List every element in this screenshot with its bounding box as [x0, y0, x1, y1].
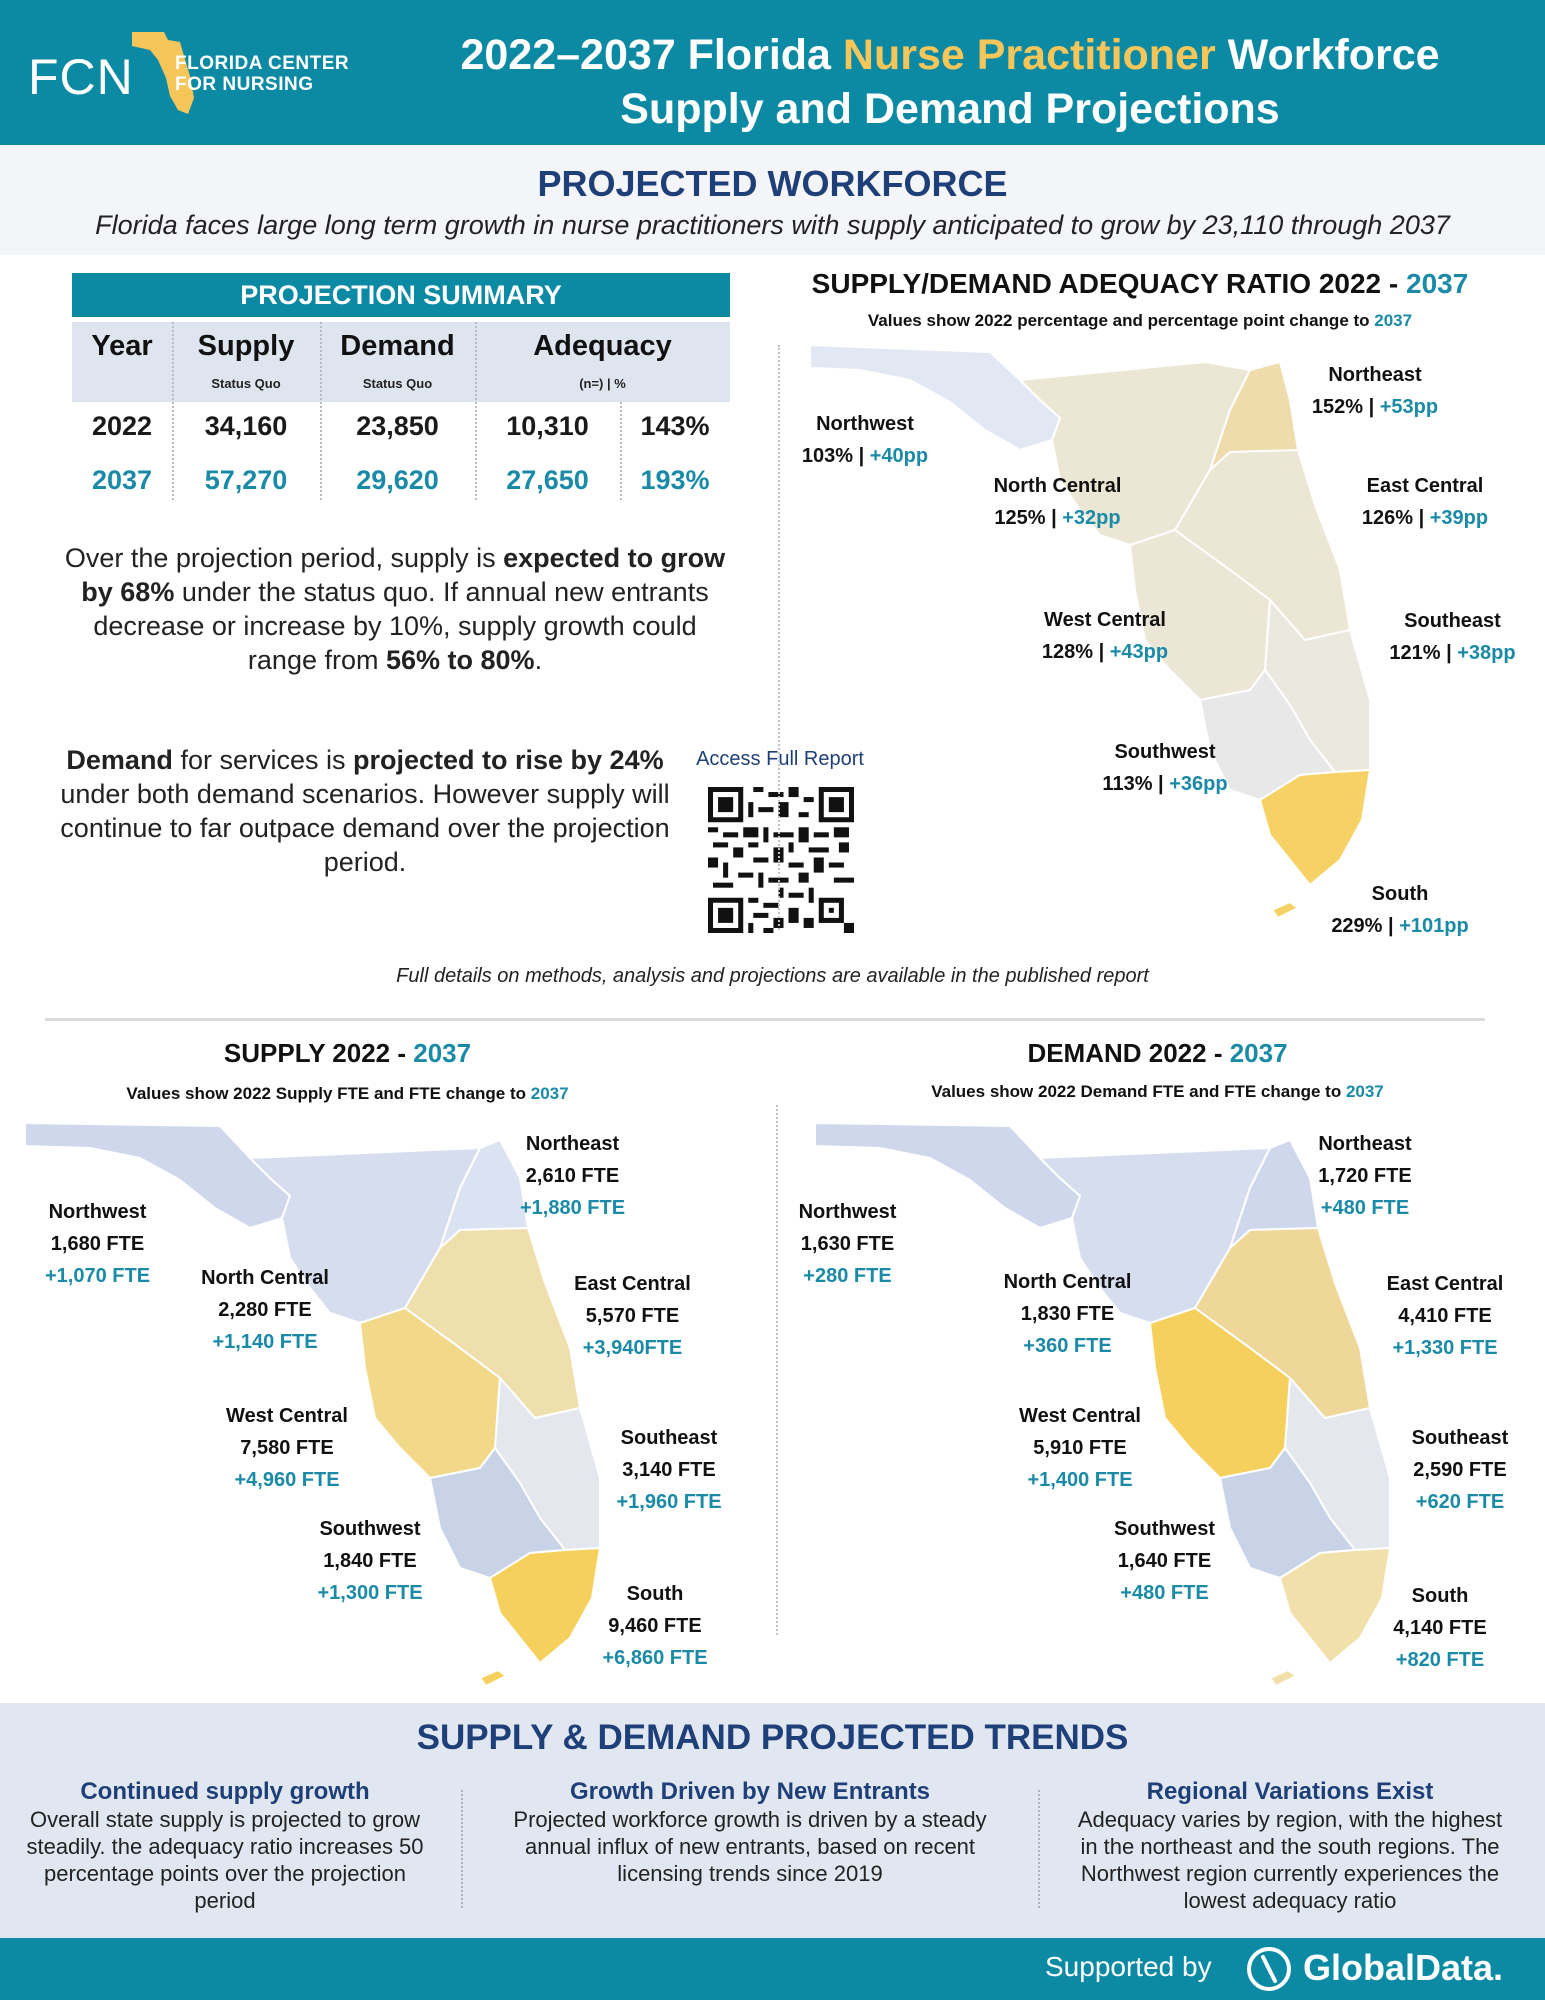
logo-line-2: FOR NURSING	[175, 74, 314, 95]
demand-label-southwest: Southwest 1,640 FTE +480 FTE	[1113, 1518, 1216, 1604]
table-cell: 27,650	[506, 465, 589, 495]
demand-label-south: South 4,140 FTE +820 FTE	[1393, 1585, 1487, 1671]
table-cell: 10,310	[506, 411, 589, 441]
demand-label-east-central: East Central 4,410 FTE +1,330 FTE	[1386, 1273, 1504, 1359]
supply-title: SUPPLY 2022 - 2037	[223, 1038, 472, 1068]
col-year: Year	[91, 330, 153, 362]
adequacy-label-east-central: East Central 126% | +39pp	[1361, 475, 1489, 529]
section-divider	[776, 1105, 778, 1635]
table-cell: 2037	[91, 465, 153, 495]
supply-label-south: South 9,460 FTE +6,860 FTE	[602, 1583, 708, 1669]
trend-heading: Growth Driven by New Entrants	[569, 1778, 931, 1805]
projected-subtitle: Florida faces large long term growth in nurse practitioners with supply anticipated to grow by 23,110 through 2037	[95, 210, 1450, 240]
adequacy-label-northwest: Northwest 103% | +40pp	[801, 413, 929, 467]
col-demand-sub: Status Quo	[362, 376, 433, 391]
trend-body: Overall state supply is projected to grow steadily. the adequacy ratio increases 50 percentage points over the projection period	[26, 1807, 424, 1913]
section-divider	[778, 345, 780, 930]
logo-subtitle	[175, 53, 349, 95]
adequacy-label-northeast: Northeast 152% | +53pp	[1311, 364, 1439, 418]
logo-text: FCN	[28, 49, 134, 105]
col-supply-sub: Status Quo	[211, 376, 281, 391]
col-demand: Demand	[340, 330, 455, 362]
trend-body: Projected workforce growth is driven by a steady annual influx of new entrants, based on recent licensing trends since 2019	[513, 1807, 987, 1886]
qr-label[interactable]: Access Full Report	[696, 748, 864, 770]
col-adequacy: Adequacy	[533, 330, 672, 362]
trends-title: SUPPLY & DEMAND PROJECTED TRENDS	[416, 1718, 1129, 1757]
table-cell: 34,160	[204, 411, 288, 441]
adequacy-label-southwest: Southwest 113% | +36pp	[1102, 741, 1228, 795]
horizontal-divider	[45, 1018, 1485, 1021]
adequacy-subtitle: Values show 2022 percentage and percentage point change to 2037	[867, 311, 1413, 330]
supply-label-east-central: East Central 5,570 FTE +3,940FTE	[574, 1273, 691, 1359]
title-highlight: Nurse Practitioner	[842, 31, 1216, 79]
region-keys	[1272, 902, 1298, 918]
supply-label-southwest: Southwest 1,840 FTE +1,300 FTE	[317, 1518, 423, 1604]
region-keys	[480, 1670, 506, 1686]
col-adequacy-sub: (n=) | %	[579, 376, 626, 391]
table-cell: 57,270	[204, 465, 288, 495]
trend-divider	[1038, 1790, 1040, 1908]
col-supply: Supply	[197, 330, 295, 362]
projected-title: PROJECTED WORKFORCE	[537, 163, 1008, 204]
demand-label-west-central: West Central 5,910 FTE +1,400 FTE	[1019, 1405, 1141, 1491]
adequacy-label-southeast: Southeast 121% | +38pp	[1389, 610, 1516, 664]
supply-label-southeast: Southeast 3,140 FTE +1,960 FTE	[616, 1427, 722, 1513]
demand-paragraph: Demand for services is projected to rise by 24% under both demand scenarios. However supply will continue to far outpace demand over the projection period.	[60, 745, 670, 877]
adequacy-label-south: South 229% | +101pp	[1331, 883, 1469, 937]
title-line-2: Supply and Demand Projections	[620, 85, 1280, 133]
supply-paragraph: Over the projection period, supply is expected to grow by 68% under the status quo. If annual new entrants decrease or increase by 10%, supply growth could range from 56% to 80%.	[64, 543, 726, 675]
page-title: 2022–2037 Florida Nurse Practitioner Workforce Supply and Demand Projections	[380, 28, 1520, 136]
demand-label-north-central: North Central 1,830 FTE +360 FTE	[1003, 1271, 1132, 1357]
trend-heading: Regional Variations Exist	[1146, 1778, 1434, 1805]
adequacy-label-north-central: North Central 125% | +32pp	[993, 475, 1122, 529]
demand-label-southeast: Southeast 2,590 FTE +620 FTE	[1411, 1427, 1509, 1513]
supply-label-north-central: North Central 2,280 FTE +1,140 FTE	[201, 1267, 329, 1353]
supply-label-northeast: Northeast 2,610 FTE +1,880 FTE	[519, 1133, 626, 1219]
supply-label-northwest: Northwest 1,680 FTE +1,070 FTE	[44, 1201, 151, 1287]
table-cell: 2022	[91, 411, 153, 441]
adequacy-label-west-central: West Central 128% | +43pp	[1041, 609, 1169, 663]
demand-subtitle: Values show 2022 Demand FTE and FTE change to 2037	[931, 1082, 1384, 1101]
table-cell: 29,620	[356, 465, 439, 495]
footnote: Full details on methods, analysis and projections are available in the published report	[396, 965, 1149, 987]
supply-label-west-central: West Central 7,580 FTE +4,960 FTE	[226, 1405, 348, 1491]
summary-title: PROJECTION SUMMARY	[72, 273, 730, 317]
demand-title: DEMAND 2022 - 2037	[1027, 1038, 1288, 1068]
table-cell: 193%	[640, 465, 710, 495]
logo-line-1: FLORIDA CENTER	[175, 53, 350, 74]
table-cell: 143%	[640, 411, 710, 441]
globaldata-brand: GlobalData.	[1303, 1947, 1504, 1988]
demand-label-northwest: Northwest 1,630 FTE +280 FTE	[798, 1201, 897, 1287]
region-keys	[1270, 1670, 1296, 1686]
table-cell: 23,850	[356, 411, 439, 441]
supply-subtitle: Values show 2022 Supply FTE and FTE change to 2037	[126, 1084, 569, 1103]
demand-label-northeast: Northeast 1,720 FTE +480 FTE	[1318, 1133, 1412, 1219]
adequacy-title: SUPPLY/DEMAND ADEQUACY RATIO 2022 - 2037	[811, 268, 1469, 299]
globaldata-logo-icon	[1245, 1945, 1293, 1993]
trend-heading: Continued supply growth	[80, 1778, 370, 1805]
supported-by-text: Supported by	[1045, 1951, 1212, 1982]
trend-body: Adequacy varies by region, with the highest in the northeast and the south regions. The Northwest region currently experiences the lowest adequacy ratio	[1077, 1807, 1503, 1913]
trend-divider	[461, 1790, 463, 1908]
